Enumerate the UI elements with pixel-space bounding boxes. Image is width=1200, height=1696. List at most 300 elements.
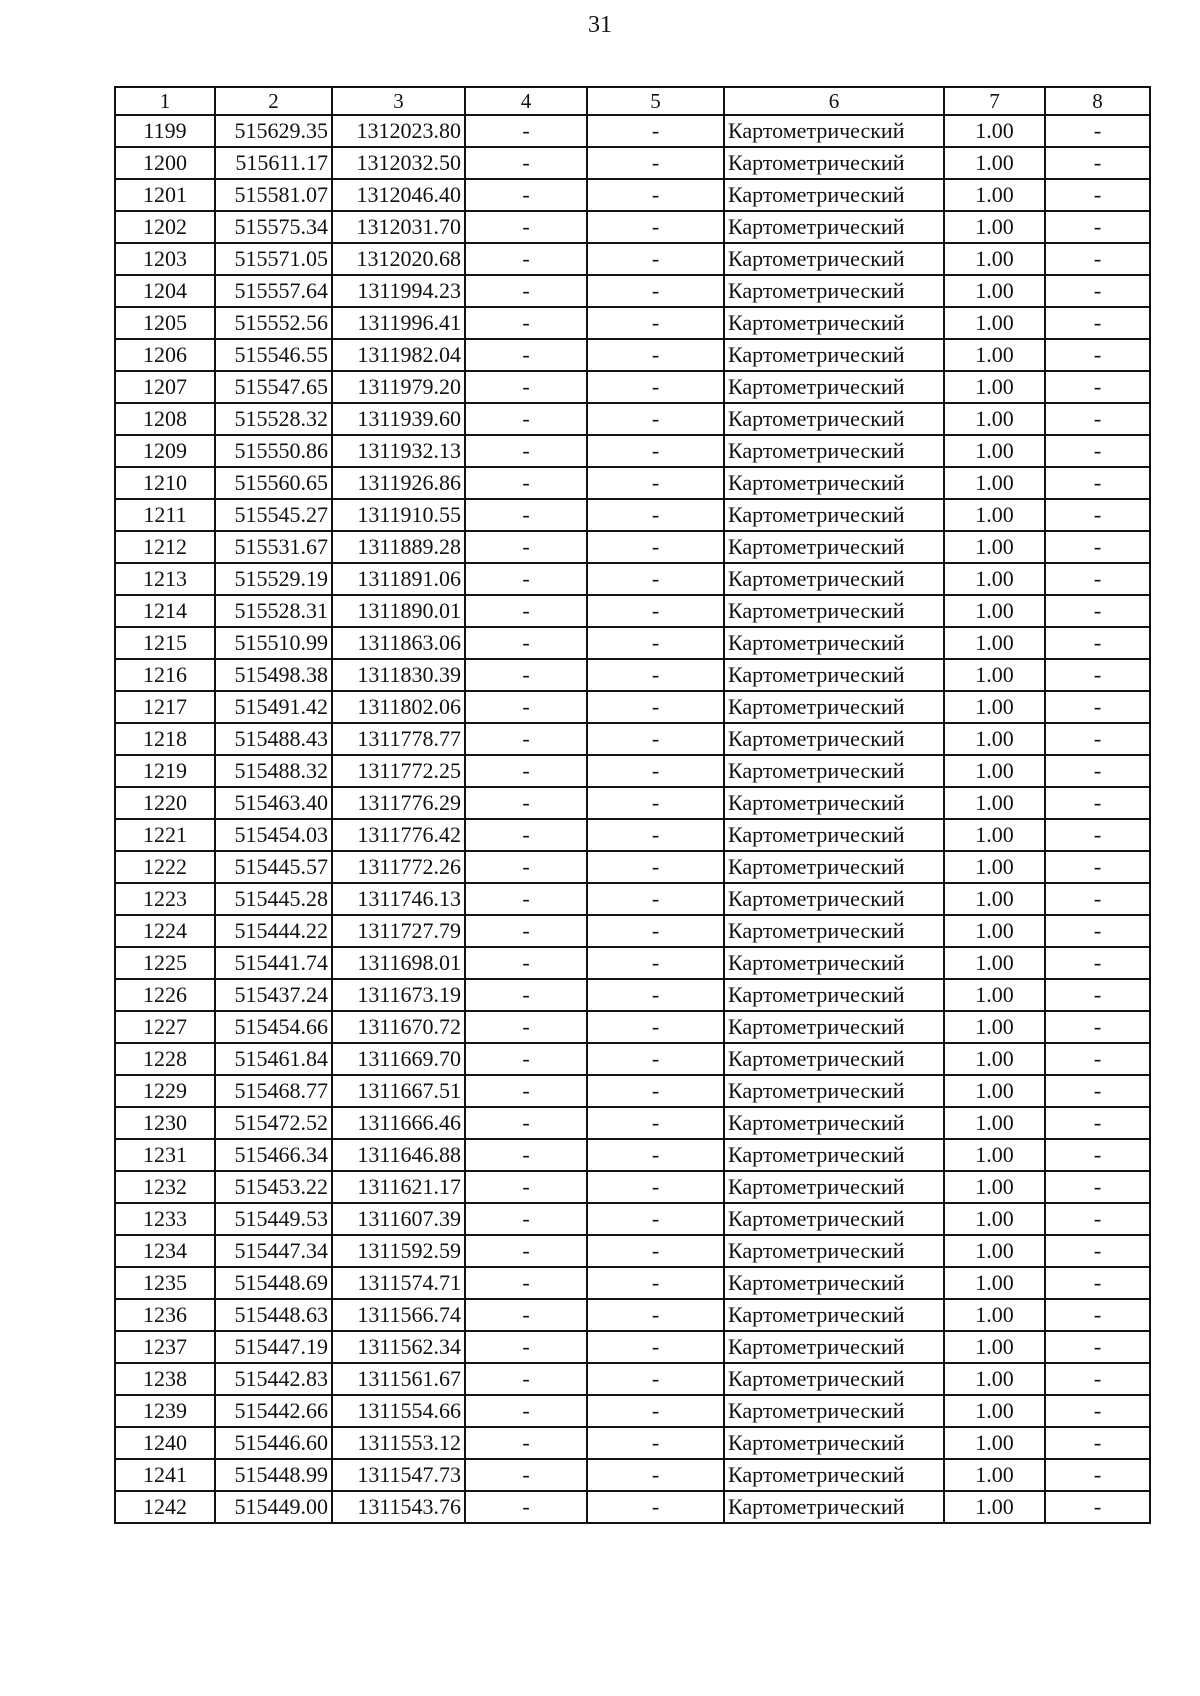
point-number-cell: 1240	[115, 1427, 215, 1459]
point-number-cell: 1226	[115, 979, 215, 1011]
method-cell: Картометрический	[724, 179, 944, 211]
col-6-header: 6	[724, 87, 944, 115]
accuracy-cell: 1.00	[944, 947, 1045, 979]
x-coordinate-cell: 515545.27	[215, 499, 332, 531]
y-coordinate-cell: 1311890.01	[332, 595, 465, 627]
table-row	[115, 1267, 1150, 1299]
method-cell: Картометрический	[724, 1235, 944, 1267]
column-8-cell: -	[1045, 595, 1150, 627]
column-5-cell: -	[587, 467, 724, 499]
point-number-cell: 1238	[115, 1363, 215, 1395]
col-2-header: 2	[215, 87, 332, 115]
table-row	[115, 531, 1150, 563]
table-row	[115, 851, 1150, 883]
accuracy-cell: 1.00	[944, 1395, 1045, 1427]
x-coordinate-cell: 515575.34	[215, 211, 332, 243]
y-coordinate-cell: 1312023.80	[332, 115, 465, 147]
table-row	[115, 1139, 1150, 1171]
table-row	[115, 691, 1150, 723]
y-coordinate-cell: 1311666.46	[332, 1107, 465, 1139]
column-5-cell: -	[587, 595, 724, 627]
accuracy-cell: 1.00	[944, 979, 1045, 1011]
column-5-cell: -	[587, 435, 724, 467]
point-number-cell: 1200	[115, 147, 215, 179]
accuracy-cell: 1.00	[944, 1427, 1045, 1459]
column-4-cell: -	[465, 211, 587, 243]
column-5-cell: -	[587, 755, 724, 787]
accuracy-cell: 1.00	[944, 115, 1045, 147]
method-cell: Картометрический	[724, 1203, 944, 1235]
accuracy-cell: 1.00	[944, 403, 1045, 435]
column-5-cell: -	[587, 371, 724, 403]
accuracy-cell: 1.00	[944, 1331, 1045, 1363]
column-8-cell: -	[1045, 1043, 1150, 1075]
col-1-header: 1	[115, 87, 215, 115]
y-coordinate-cell: 1311669.70	[332, 1043, 465, 1075]
method-cell: Картометрический	[724, 1331, 944, 1363]
column-4-cell: -	[465, 531, 587, 563]
x-coordinate-cell: 515453.22	[215, 1171, 332, 1203]
x-coordinate-cell: 515466.34	[215, 1139, 332, 1171]
y-coordinate-cell: 1311562.34	[332, 1331, 465, 1363]
y-coordinate-cell: 1311776.42	[332, 819, 465, 851]
method-cell: Картометрический	[724, 1459, 944, 1491]
y-coordinate-cell: 1311746.13	[332, 883, 465, 915]
column-4-cell: -	[465, 851, 587, 883]
point-number-cell: 1208	[115, 403, 215, 435]
accuracy-cell: 1.00	[944, 1459, 1045, 1491]
x-coordinate-cell: 515448.63	[215, 1299, 332, 1331]
table-row	[115, 435, 1150, 467]
column-4-cell: -	[465, 1139, 587, 1171]
column-4-cell: -	[465, 243, 587, 275]
y-coordinate-cell: 1311574.71	[332, 1267, 465, 1299]
point-number-cell: 1239	[115, 1395, 215, 1427]
point-number-cell: 1225	[115, 947, 215, 979]
y-coordinate-cell: 1311607.39	[332, 1203, 465, 1235]
accuracy-cell: 1.00	[944, 307, 1045, 339]
column-5-cell: -	[587, 691, 724, 723]
x-coordinate-cell: 515463.40	[215, 787, 332, 819]
column-8-cell: -	[1045, 499, 1150, 531]
x-coordinate-cell: 515472.52	[215, 1107, 332, 1139]
point-number-cell: 1204	[115, 275, 215, 307]
point-number-cell: 1205	[115, 307, 215, 339]
point-number-cell: 1242	[115, 1491, 215, 1523]
column-8-cell: -	[1045, 275, 1150, 307]
point-number-cell: 1215	[115, 627, 215, 659]
point-number-cell: 1223	[115, 883, 215, 915]
point-number-cell: 1219	[115, 755, 215, 787]
method-cell: Картометрический	[724, 1171, 944, 1203]
table-row	[115, 1427, 1150, 1459]
y-coordinate-cell: 1311982.04	[332, 339, 465, 371]
x-coordinate-cell: 515629.35	[215, 115, 332, 147]
table-row	[115, 883, 1150, 915]
column-8-cell: -	[1045, 883, 1150, 915]
table-row	[115, 755, 1150, 787]
column-4-cell: -	[465, 1459, 587, 1491]
accuracy-cell: 1.00	[944, 1139, 1045, 1171]
accuracy-cell: 1.00	[944, 851, 1045, 883]
column-4-cell: -	[465, 1363, 587, 1395]
accuracy-cell: 1.00	[944, 1299, 1045, 1331]
column-4-cell: -	[465, 1011, 587, 1043]
accuracy-cell: 1.00	[944, 1107, 1045, 1139]
accuracy-cell: 1.00	[944, 723, 1045, 755]
column-4-cell: -	[465, 979, 587, 1011]
coordinates-table	[114, 86, 1151, 1524]
column-4-cell: -	[465, 179, 587, 211]
accuracy-cell: 1.00	[944, 1235, 1045, 1267]
table-row	[115, 1107, 1150, 1139]
column-5-cell: -	[587, 531, 724, 563]
x-coordinate-cell: 515454.03	[215, 819, 332, 851]
column-5-cell: -	[587, 851, 724, 883]
accuracy-cell: 1.00	[944, 1171, 1045, 1203]
method-cell: Картометрический	[724, 531, 944, 563]
column-4-cell: -	[465, 1427, 587, 1459]
y-coordinate-cell: 1311592.59	[332, 1235, 465, 1267]
x-coordinate-cell: 515571.05	[215, 243, 332, 275]
column-5-cell: -	[587, 659, 724, 691]
accuracy-cell: 1.00	[944, 787, 1045, 819]
table-row	[115, 115, 1150, 147]
point-number-cell: 1206	[115, 339, 215, 371]
column-8-cell: -	[1045, 467, 1150, 499]
method-cell: Картометрический	[724, 1491, 944, 1523]
method-cell: Картометрический	[724, 1395, 944, 1427]
y-coordinate-cell: 1311939.60	[332, 403, 465, 435]
method-cell: Картометрический	[724, 1139, 944, 1171]
point-number-cell: 1228	[115, 1043, 215, 1075]
point-number-cell: 1218	[115, 723, 215, 755]
accuracy-cell: 1.00	[944, 627, 1045, 659]
column-8-cell: -	[1045, 147, 1150, 179]
column-4-cell: -	[465, 1043, 587, 1075]
column-8-cell: -	[1045, 563, 1150, 595]
column-8-cell: -	[1045, 339, 1150, 371]
col-7-header: 7	[944, 87, 1045, 115]
table-row	[115, 403, 1150, 435]
column-4-cell: -	[465, 659, 587, 691]
column-8-cell: -	[1045, 691, 1150, 723]
x-coordinate-cell: 515449.53	[215, 1203, 332, 1235]
point-number-cell: 1224	[115, 915, 215, 947]
col-8-header: 8	[1045, 87, 1150, 115]
column-5-cell: -	[587, 1331, 724, 1363]
method-cell: Картометрический	[724, 371, 944, 403]
method-cell: Картометрический	[724, 275, 944, 307]
x-coordinate-cell: 515449.00	[215, 1491, 332, 1523]
x-coordinate-cell: 515531.67	[215, 531, 332, 563]
accuracy-cell: 1.00	[944, 659, 1045, 691]
point-number-cell: 1199	[115, 115, 215, 147]
point-number-cell: 1232	[115, 1171, 215, 1203]
column-5-cell: -	[587, 1171, 724, 1203]
x-coordinate-cell: 515445.28	[215, 883, 332, 915]
column-4-cell: -	[465, 371, 587, 403]
x-coordinate-cell: 515528.32	[215, 403, 332, 435]
y-coordinate-cell: 1311994.23	[332, 275, 465, 307]
column-5-cell: -	[587, 499, 724, 531]
x-coordinate-cell: 515581.07	[215, 179, 332, 211]
column-4-cell: -	[465, 1203, 587, 1235]
point-number-cell: 1231	[115, 1139, 215, 1171]
method-cell: Картометрический	[724, 435, 944, 467]
table-row	[115, 595, 1150, 627]
method-cell: Картометрический	[724, 595, 944, 627]
x-coordinate-cell: 515557.64	[215, 275, 332, 307]
accuracy-cell: 1.00	[944, 243, 1045, 275]
page-number: 31	[588, 12, 612, 38]
x-coordinate-cell: 515560.65	[215, 467, 332, 499]
column-4-cell: -	[465, 1267, 587, 1299]
method-cell: Картометрический	[724, 787, 944, 819]
column-8-cell: -	[1045, 1235, 1150, 1267]
column-8-cell: -	[1045, 1427, 1150, 1459]
method-cell: Картометрический	[724, 243, 944, 275]
column-4-cell: -	[465, 1299, 587, 1331]
column-4-cell: -	[465, 947, 587, 979]
y-coordinate-cell: 1312046.40	[332, 179, 465, 211]
column-5-cell: -	[587, 243, 724, 275]
column-5-cell: -	[587, 1107, 724, 1139]
column-8-cell: -	[1045, 115, 1150, 147]
column-8-cell: -	[1045, 371, 1150, 403]
point-number-cell: 1212	[115, 531, 215, 563]
y-coordinate-cell: 1311778.77	[332, 723, 465, 755]
method-cell: Картометрический	[724, 851, 944, 883]
accuracy-cell: 1.00	[944, 275, 1045, 307]
y-coordinate-cell: 1311673.19	[332, 979, 465, 1011]
accuracy-cell: 1.00	[944, 1075, 1045, 1107]
column-8-cell: -	[1045, 1267, 1150, 1299]
column-8-cell: -	[1045, 755, 1150, 787]
y-coordinate-cell: 1311667.51	[332, 1075, 465, 1107]
x-coordinate-cell: 515448.99	[215, 1459, 332, 1491]
method-cell: Картометрический	[724, 755, 944, 787]
y-coordinate-cell: 1311670.72	[332, 1011, 465, 1043]
column-5-cell: -	[587, 339, 724, 371]
x-coordinate-cell: 515510.99	[215, 627, 332, 659]
column-4-cell: -	[465, 723, 587, 755]
column-5-cell: -	[587, 915, 724, 947]
y-coordinate-cell: 1311802.06	[332, 691, 465, 723]
accuracy-cell: 1.00	[944, 371, 1045, 403]
column-8-cell: -	[1045, 179, 1150, 211]
column-4-cell: -	[465, 275, 587, 307]
table-row	[115, 1299, 1150, 1331]
y-coordinate-cell: 1311698.01	[332, 947, 465, 979]
table-row	[115, 1011, 1150, 1043]
column-4-cell: -	[465, 915, 587, 947]
y-coordinate-cell: 1311830.39	[332, 659, 465, 691]
accuracy-cell: 1.00	[944, 755, 1045, 787]
x-coordinate-cell: 515442.83	[215, 1363, 332, 1395]
column-8-cell: -	[1045, 1203, 1150, 1235]
accuracy-cell: 1.00	[944, 435, 1045, 467]
method-cell: Картометрический	[724, 819, 944, 851]
column-5-cell: -	[587, 147, 724, 179]
column-8-cell: -	[1045, 979, 1150, 1011]
column-8-cell: -	[1045, 1331, 1150, 1363]
col-3-header: 3	[332, 87, 465, 115]
column-4-cell: -	[465, 1235, 587, 1267]
column-5-cell: -	[587, 307, 724, 339]
column-4-cell: -	[465, 563, 587, 595]
y-coordinate-cell: 1312032.50	[332, 147, 465, 179]
x-coordinate-cell: 515546.55	[215, 339, 332, 371]
y-coordinate-cell: 1311561.67	[332, 1363, 465, 1395]
point-number-cell: 1222	[115, 851, 215, 883]
column-5-cell: -	[587, 1459, 724, 1491]
column-8-cell: -	[1045, 851, 1150, 883]
accuracy-cell: 1.00	[944, 211, 1045, 243]
accuracy-cell: 1.00	[944, 499, 1045, 531]
method-cell: Картометрический	[724, 627, 944, 659]
point-number-cell: 1214	[115, 595, 215, 627]
column-8-cell: -	[1045, 435, 1150, 467]
column-5-cell: -	[587, 787, 724, 819]
table-row	[115, 1459, 1150, 1491]
y-coordinate-cell: 1311727.79	[332, 915, 465, 947]
column-8-cell: -	[1045, 1491, 1150, 1523]
method-cell: Картометрический	[724, 659, 944, 691]
table-row	[115, 1331, 1150, 1363]
column-8-cell: -	[1045, 1139, 1150, 1171]
table-row	[115, 1075, 1150, 1107]
column-4-cell: -	[465, 755, 587, 787]
point-number-cell: 1203	[115, 243, 215, 275]
method-cell: Картометрический	[724, 403, 944, 435]
y-coordinate-cell: 1311772.26	[332, 851, 465, 883]
method-cell: Картометрический	[724, 1427, 944, 1459]
column-5-cell: -	[587, 883, 724, 915]
point-number-cell: 1241	[115, 1459, 215, 1491]
column-4-cell: -	[465, 1107, 587, 1139]
table-body	[115, 115, 1150, 1523]
method-cell: Картометрический	[724, 147, 944, 179]
accuracy-cell: 1.00	[944, 1491, 1045, 1523]
table-row	[115, 979, 1150, 1011]
column-5-cell: -	[587, 179, 724, 211]
x-coordinate-cell: 515441.74	[215, 947, 332, 979]
x-coordinate-cell: 515491.42	[215, 691, 332, 723]
table-row	[115, 243, 1150, 275]
column-5-cell: -	[587, 275, 724, 307]
table-row	[115, 339, 1150, 371]
point-number-cell: 1227	[115, 1011, 215, 1043]
column-5-cell: -	[587, 1043, 724, 1075]
x-coordinate-cell: 515550.86	[215, 435, 332, 467]
column-8-cell: -	[1045, 1299, 1150, 1331]
column-8-cell: -	[1045, 1171, 1150, 1203]
table-row	[115, 1203, 1150, 1235]
x-coordinate-cell: 515444.22	[215, 915, 332, 947]
y-coordinate-cell: 1311543.76	[332, 1491, 465, 1523]
column-5-cell: -	[587, 115, 724, 147]
column-5-cell: -	[587, 1139, 724, 1171]
column-4-cell: -	[465, 819, 587, 851]
column-8-cell: -	[1045, 819, 1150, 851]
method-cell: Картометрический	[724, 691, 944, 723]
y-coordinate-cell: 1311547.73	[332, 1459, 465, 1491]
column-4-cell: -	[465, 883, 587, 915]
accuracy-cell: 1.00	[944, 819, 1045, 851]
x-coordinate-cell: 515547.65	[215, 371, 332, 403]
y-coordinate-cell: 1311996.41	[332, 307, 465, 339]
method-cell: Картометрический	[724, 467, 944, 499]
x-coordinate-cell: 515437.24	[215, 979, 332, 1011]
column-5-cell: -	[587, 979, 724, 1011]
x-coordinate-cell: 515447.19	[215, 1331, 332, 1363]
table-row	[115, 467, 1150, 499]
point-number-cell: 1221	[115, 819, 215, 851]
y-coordinate-cell: 1311772.25	[332, 755, 465, 787]
x-coordinate-cell: 515468.77	[215, 1075, 332, 1107]
method-cell: Картометрический	[724, 1267, 944, 1299]
y-coordinate-cell: 1311863.06	[332, 627, 465, 659]
column-5-cell: -	[587, 1395, 724, 1427]
column-8-cell: -	[1045, 403, 1150, 435]
method-cell: Картометрический	[724, 947, 944, 979]
method-cell: Картометрический	[724, 1043, 944, 1075]
column-4-cell: -	[465, 147, 587, 179]
point-number-cell: 1216	[115, 659, 215, 691]
table-row	[115, 947, 1150, 979]
table-row	[115, 371, 1150, 403]
table-row	[115, 179, 1150, 211]
column-8-cell: -	[1045, 659, 1150, 691]
column-4-cell: -	[465, 339, 587, 371]
method-cell: Картометрический	[724, 723, 944, 755]
accuracy-cell: 1.00	[944, 531, 1045, 563]
column-5-cell: -	[587, 1235, 724, 1267]
table-row	[115, 659, 1150, 691]
column-5-cell: -	[587, 1299, 724, 1331]
x-coordinate-cell: 515552.56	[215, 307, 332, 339]
y-coordinate-cell: 1311566.74	[332, 1299, 465, 1331]
table-row	[115, 1171, 1150, 1203]
x-coordinate-cell: 515448.69	[215, 1267, 332, 1299]
table-row	[115, 1043, 1150, 1075]
table-row	[115, 211, 1150, 243]
point-number-cell: 1236	[115, 1299, 215, 1331]
column-8-cell: -	[1045, 1395, 1150, 1427]
x-coordinate-cell: 515611.17	[215, 147, 332, 179]
method-cell: Картометрический	[724, 339, 944, 371]
column-8-cell: -	[1045, 723, 1150, 755]
y-coordinate-cell: 1311553.12	[332, 1427, 465, 1459]
column-5-cell: -	[587, 1075, 724, 1107]
method-cell: Картометрический	[724, 563, 944, 595]
point-number-cell: 1217	[115, 691, 215, 723]
column-4-cell: -	[465, 499, 587, 531]
point-number-cell: 1230	[115, 1107, 215, 1139]
column-4-cell: -	[465, 627, 587, 659]
point-number-cell: 1229	[115, 1075, 215, 1107]
column-5-cell: -	[587, 1267, 724, 1299]
y-coordinate-cell: 1311932.13	[332, 435, 465, 467]
column-4-cell: -	[465, 435, 587, 467]
y-coordinate-cell: 1311979.20	[332, 371, 465, 403]
column-4-cell: -	[465, 1331, 587, 1363]
x-coordinate-cell: 515461.84	[215, 1043, 332, 1075]
column-4-cell: -	[465, 1171, 587, 1203]
table-row	[115, 723, 1150, 755]
column-8-cell: -	[1045, 915, 1150, 947]
